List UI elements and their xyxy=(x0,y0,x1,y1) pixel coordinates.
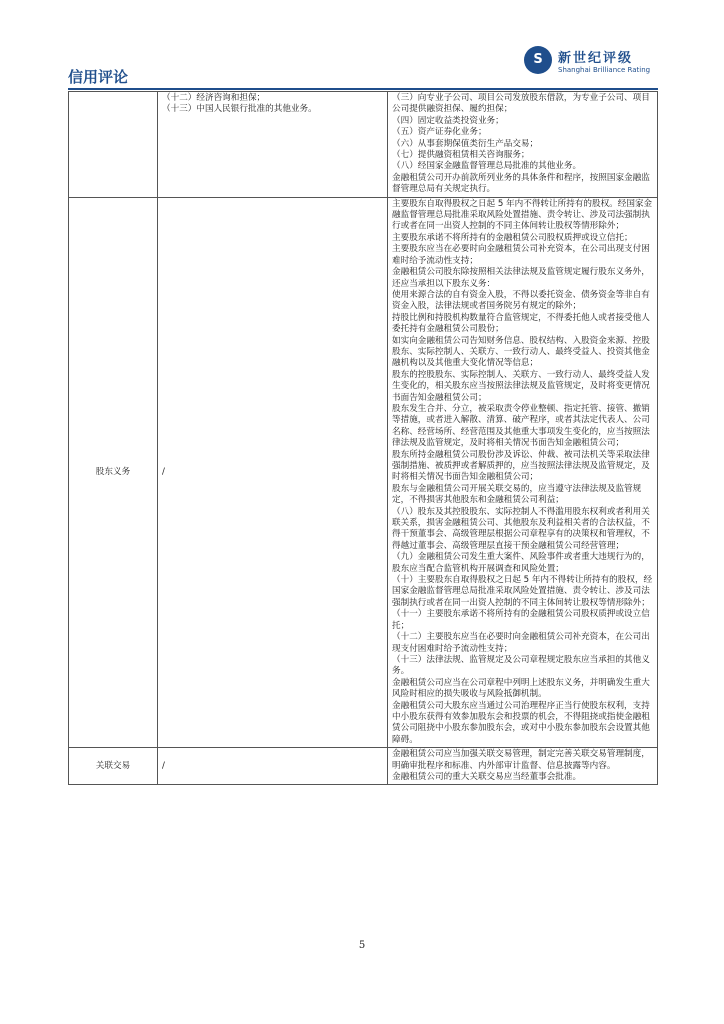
cell-col2 xyxy=(158,748,388,785)
cell-text: 金融租赁公司应当加强关联交易管理，制定完善关联交易管理制度，明确审批程序和标准、内外部审计监督、信息披露等内容。 xyxy=(392,749,650,771)
cell-text: （六）从事套期保值类衍生产品交易； xyxy=(392,138,539,149)
cell-col3 xyxy=(388,92,658,198)
cell-col2 xyxy=(158,92,388,198)
cell-col2 xyxy=(158,197,388,748)
logo-emblem-icon: S xyxy=(524,46,552,74)
cell-text: 主要股东承诺不将所持有的金融租赁公司股权质押或设立信托； xyxy=(392,232,633,243)
cell-text: 金融租赁公司应当在公司章程中列明上述股东义务，并明确发生重大风险时相应的损失吸收与风险抵御机制。 xyxy=(392,677,650,700)
cell-text: 股东的控股股东、实际控制人、关联方、一致行动人、最终受益人发生变化的，相关股东应当按照法律法规及监管规定，及时将变更情况书面告知金融租赁公司； xyxy=(392,369,650,403)
table-row xyxy=(69,197,658,748)
cell-text: 金融租赁公司股东除按照相关法律法规及监管规定履行股东义务外，还应当承担以下股东义务： xyxy=(392,267,650,289)
cell-text: （七）提供融资租赁相关咨询服务； xyxy=(392,150,530,161)
company-logo xyxy=(524,46,664,80)
logo-chinese-name: 新世纪评级 xyxy=(558,51,634,66)
cell-text: （三）向专业子公司、项目公司发放股东借款，为专业子公司、项目公司提供融资担保、履约担保； xyxy=(392,93,650,115)
cell-text: （十）主要股东自取得股权之日起 5 年内不得转让所持有的股权，经国家金融监督管理总局批准采取风险处置措施、责令转让、涉及司法强制执行或者在同一出资人控制的不同主体间转让股权等情形除外； xyxy=(392,575,653,608)
cell-text: 股东发生合并、分立，被采取责令停业整顿、指定托管、接管、撤销等措施，或者进入解散、清算、破产程序，或者其法定代表人、公司名称、经营场所、经营范围及其他重大事项发生变化的，应当按照法律法规及监管规定，及时将相关情况书面告知金融租赁公司； xyxy=(392,403,650,449)
table-row xyxy=(69,748,658,785)
row-label: 股东义务 xyxy=(69,197,158,748)
header-title: 信用评论 xyxy=(68,68,129,86)
cell-text: （十一）主要股东承诺不将所持有的金融租赁公司股权质押或设立信托； xyxy=(392,609,650,631)
comparison-table xyxy=(68,91,658,785)
cell-text: 金融租赁公司的重大关联交易应当经董事会批准。 xyxy=(392,771,582,782)
cell-text: （十三）中国人民银行批准的其他业务。 xyxy=(162,104,317,115)
cell-text: / xyxy=(162,760,165,771)
cell-text: 股东所持金融租赁公司股份涉及诉讼、仲裁、被司法机关等采取法律强制措施、被质押或者解质押的，应当按照法律法规及监管规定，及时将相关情况书面告知金融租赁公司； xyxy=(392,449,650,483)
header-divider xyxy=(68,88,658,90)
cell-text: 持股比例和持股机构数量符合监管规定，不得委托他人或者接受他人委托持有金融租赁公司股份； xyxy=(392,312,650,335)
row-label: 关联交易 xyxy=(69,748,158,785)
cell-text: 金融租赁公司开办前款所列业务的具体条件和程序，按照国家金融监督管理总局有关规定执行。 xyxy=(392,172,650,195)
row-label xyxy=(69,92,158,198)
cell-text: 股东与金融租赁公司开展关联交易的，应当遵守法律法规及监管规定，不得损害其他股东和金融租赁公司利益； xyxy=(392,483,642,506)
logo-english-name: Shanghai Brilliance Rating xyxy=(558,66,651,74)
cell-text: / xyxy=(162,466,165,477)
cell-text: 主要股东应当在必要时向金融租赁公司补充资本，在公司出现支付困难时给予流动性支持； xyxy=(392,244,650,266)
cell-text: 使用来源合法的自有资金入股，不得以委托资金、债务资金等非自有资金入股，法律法规或者国务院另有规定的除外； xyxy=(392,289,650,312)
cell-text: （四）固定收益类投资业务； xyxy=(392,115,504,126)
page-number: 5 xyxy=(358,940,366,951)
cell-text: （八）股东及其控股股东、实际控制人不得滥用股东权利或者利用关联关系，损害金融租赁公司、其他股东及利益相关者的合法权益，不得干预董事会、高级管理层根据公司章程享有的决策权和管理权，不得越过董事会、高级管理层直接干预金融租赁公司经营管理； xyxy=(392,506,650,551)
cell-text: （八）经国家金融监督管理总局批准的其他业务。 xyxy=(392,161,582,172)
cell-text: （九）金融租赁公司发生重大案件、风险事件或者重大违规行为的，股东应当配合监管机构开展调查和风险处置； xyxy=(392,552,650,574)
cell-text: （十三）法律法规、监管规定及公司章程规定股东应当承担的其他义务。 xyxy=(392,654,650,677)
table-row xyxy=(69,92,658,198)
cell-text: （十二）经济咨询和担保； xyxy=(162,93,266,103)
cell-text: 如实向金融租赁公司告知财务信息、股权结构、入股资金来源、控股股东、实际控制人、关联方、一致行动人、最终受益人、投资其他金融机构以及其他重大变化情况等信息； xyxy=(392,335,650,369)
cell-col3 xyxy=(388,748,658,785)
cell-text: 主要股东自取得股权之日起 5 年内不得转让所持有的股权。经国家金融监督管理总局批准采取风险处置措施、责令转让、涉及司法强制执行或者在同一出资人控制的不同主体间转让股权等情形除外； xyxy=(392,198,653,232)
cell-text: 金融租赁公司大股东应当通过公司治理程序正当行使股东权利，支持中小股东获得有效参加股东会和投票的机会，不得阻挠或指使金融租赁公司阻挠中小股东参加股东会，或对中小股东参加股东会设置其他障碍。 xyxy=(392,700,650,745)
cell-text: （五）资产证券化业务； xyxy=(392,127,487,138)
cell-col3 xyxy=(388,197,658,748)
cell-text: （十二）主要股东应当在必要时向金融租赁公司补充资本，在公司出现支付困难时给予流动性支持； xyxy=(392,632,650,654)
